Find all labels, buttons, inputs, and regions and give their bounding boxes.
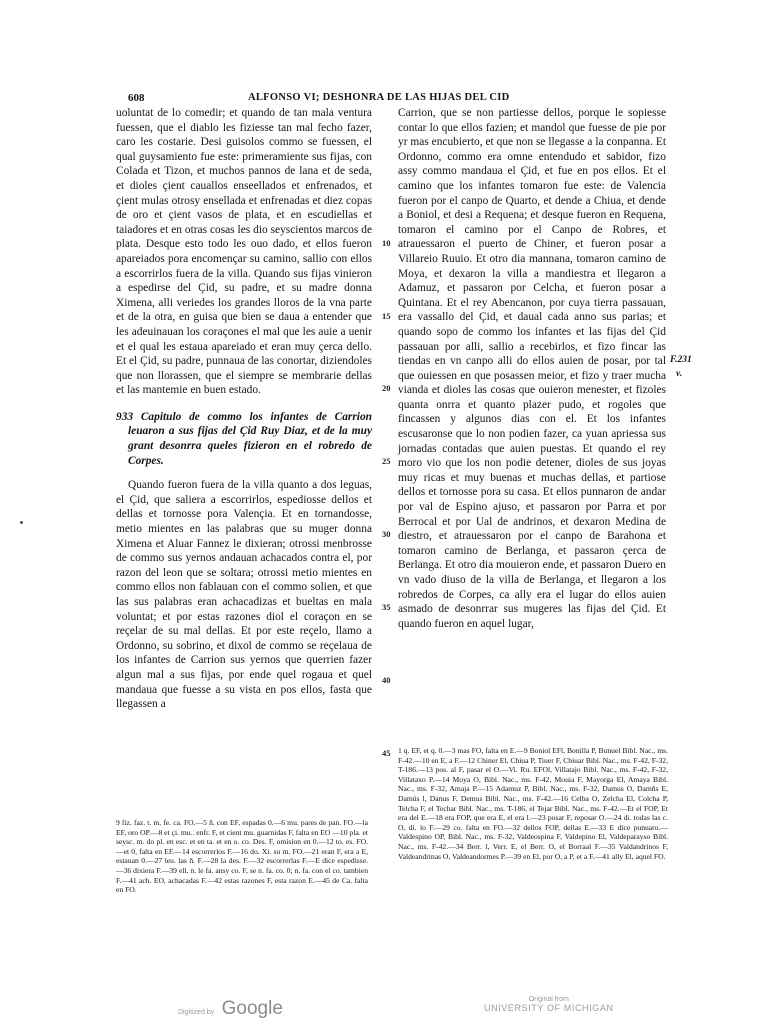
left-paragraph-2: Quando fueron fuera de la villa quanto a dos leguas, el Çid, que saliera a escorrirlos, espediosse dellos et dellas et tornosse pora Valençia. Et en tornandosse, metio mientes en las palabras que su muger donna Ximena et Aluar Fannez le dixieran; otrossi menbrosse de commo sus yernos andauan achacados contra el, por razon del leon que se soltara; otrossi metio mientes en commo ellos non fablauan con el commo solien, et que las sus palabras eran achacadizas et bueltas en mala voluntat; et por estas razones diol el coraçon en se reçelar de su mal dellas. Et por este reçelo, llamo a Ordonno, su sobrino, et dixol de commo se reçelaua de los infantes de Carrion sus yernos que querrien fazer algun mal a sus fijas, por ende quel rogaua et quel mandaua que fuesse a su vista en pos ellos, fasta que llegassen a — [116, 479, 372, 711]
folio-side: v. — [676, 369, 683, 379]
original-from-watermark — [484, 996, 614, 1013]
original-from-label: Original from — [528, 996, 569, 1003]
chapter-number: 933 — [116, 410, 134, 423]
footnotes-left: 9 fiz. faz. t. m. fe. ca. FO.—5 ñ. con EF, espadas 0.—6 mu. pares de pan. FO.—la EF, oro OP.—8 et çi. mu.. enfr. F, et cient mu. guarnidas F, falta en EO —10 pla. et seysc. m. do pl. en esc. et en ta. et en o. co. Des. F, omision en 0.—12 to. es. FO.—et 0, falta en EF.—14 escorrerlos F.—16 do. Xi. su m. FO.—21 eran F, era a E, estauan 0.—27 leu. las ñ. F.—28 la des. F.—32 escorrerlas F.—E dice espedisse.—36 dixiera F.—39 ell. n. le fa. ansy co. F, se n. fa. co. 0; n. fa. con el co. tambien F.—41 ach. EO, achacadas F.—42 estas razones F, esta razon E.—45 de Ca. falta en FO. — [116, 818, 368, 895]
right-column — [398, 106, 666, 631]
left-paragraph-1: uoluntat de lo comedir; et quando de tan mala ventura fuessen, que el diablo les fiziesse tan mal fecho fazer, caro les costarie. Desi guisolos commo se fuessen, el qual guysamiento fue este: primeramiente sus fijas, con Colada et Tizon, et muchos pannos de lana et de seda, et dioles çient cauallos enseellados et enfrenados, et çient mulas otrosy ensellada et enfrenadas et diez copas de oro et çient vasos de plata, et en escudiellas et taiadores et en otras cosas les dio seyscientos marcos de plata. Desque esto todo les ouo dado, et ellos fueron apareiados pora encomençar su camino, sallio con ellos a escorrirlos fuera de la villa. Quando sus fijas vinieron a espedirse del Çid, su padre, et su madre donna Ximena, alli veriedes los grandes lloros de la vna parte et de la otra, en guisa que bien se daua a entender que les adeuinauan los coraçones el mal que les auie a uenir et el qual les estaua apareiado et eran muy çerca dello. Et el Çid, su padre, punnaua de las conortar, diziendoles que non llorassen, que el siempre se membrarie dellas et las mantemie en buen estado. — [116, 107, 372, 397]
chapter-heading — [116, 410, 372, 468]
running-title: ALFONSO VI; DESHONRA DE LAS HIJAS DEL CID — [248, 92, 510, 103]
institution-name: UNIVERSITY OF MICHIGAN — [484, 1003, 614, 1013]
page-number: 608 — [128, 92, 145, 104]
marginal-folio-reference — [670, 353, 692, 381]
line-number: 10 — [382, 238, 391, 248]
folio-number: F.231 — [670, 355, 692, 365]
right-paragraph: Carrion, que se non partiesse dellos, porque le sopiesse contar lo que ellos fazien; et mandol que fuesse de pie por yr mas encubierto, et que non se llegasse a la conpanna. Et Ordonno, commo era omne entendudo et sabidor, fizo assy commo mandaua el Çid, et fue en pos ellos. Et el camino que los infantes tomaron fue este: de Valencia fueron por el canpo de Quarto, et dende a Chiua, et dende a Boniol, et desi a Requena; et desque fueron en Requena, tomaron el camino por el Canpo de Robres, et atrauessaron el puerto de Chiner, et fueron posar a Villareio Ruuio. Et otro dia mannana, tomaron camino de Moya, et dexaron la villa a mandiestra et llegaron a Adamuz, et passaron por Celcha, et fueron posar a Quintana. Et el rey Abencanon, por cuya tierra passauan, era vassallo del Çid, et daual cada anno sus parias; et quando sopo de commo los infantes et las fijas del Çid passauan por alli, sallio a recebirlos, et fizo fincar las tiendas en vn canpo alli do ellos auien de posar, por tal que ouiessen en que posassen meior, et fizo y traer mucha vianda et dioles las cosas que ouieron menester, et fizoles quanta onrra et quanto plazer pudo, et rogoles que fincassen y algunos dias con el. Et los infantes escusaronse que lo non podien fazer, ca yuan apriessa sus jornadas contadas que auien puestas. Et quando el rey moro vio que los non podie detener, dioles de sus joyas muy ricas et muy buenas et muchas dellas, et partiose dellos et tornosse pora su casa. Et ellos punnaron de andar por val de Espino ajuso, et passaron por Parra et por Berrocal et por Ual de andrinos, et dexaron Medina de diestro, et atrauessaron por el canpo de Barahona et tomaron camino de Berlanga, et passaron çerca de Berlanga. Et otro dia mouieron ende, et passaron Duero en vn vado diuso de la villa de Berlanga, et llegaron a los robredos de Corpes, ca ally era el lugar do ellos auien asmado de desonrrar sus mugeres las fijas del Çid. Et quando fueron en aquel lugar, — [398, 107, 666, 630]
google-logo: Google — [221, 998, 283, 1019]
line-number: 15 — [382, 311, 391, 321]
digitized-by-label: Digitized by — [178, 1009, 215, 1016]
left-column — [116, 106, 372, 712]
line-number: 20 — [382, 383, 391, 393]
line-number: 25 — [382, 456, 391, 466]
footnotes-right: 1 q. EF, et q. 0.—3 mas FO, falta en E.—9 Boniol EFl, Bonilla P, Bunuel Bibl. Nac., ms. F-42.—10 en E, a F.—12 Chiner El, Chiua P, Tiuer F, Chiuar Bibl. Nac., ms. F-42, F-32, T-186.—13 pos. al F, pasar el O.—Vi. Ru. EFOl, Villatajo Bibl. Nac., ms. F-42, F-32, Villataxo P.—14 Moya O, Bibl. Nac., ms. F-42, Mouia F, Mayorga El, Amaya Bibl. Nac., ms. F-32, Amaja P.—15 Adamuz P, Bibl. Nac., ms. F-32, Damus O, Damñs E, Damús l, Danus F, Demus Bibl. Nac., ms. F-42.—16 Celba O, Zelcha El, Colcha P, Telcha F, el Techar Bibl. Nac., ms. T-186, el Tejar Bibl. Nac., ms. F-42.—Et el FOP, Et era del E.—18 era FOP, que era E, el era l.—23 posar F, reposar O.—24 di. todas las c. O, di. lo F.—29 co. falta en FO.—32 dellos FOP, dellas E.—33 E dice punuaro.—Valdespino OP, Bibl. Nac., ms. F-32, Valdeospina F, Valdepino El, Valdeparayso Bibl. Nac., ms. F-42.—34 Berr. l, Verr. E, el Berr. O, el Borraal F.—35 Valdandrinos F, Valdeandrinas O, Valdeandormes P.—39 en El, por O, a P, et a F.—41 ally El, aquel FO. — [398, 746, 668, 861]
line-number: 40 — [382, 675, 391, 685]
digitized-by-watermark — [178, 998, 283, 1020]
margin-speck — [20, 521, 23, 524]
line-number: 45 — [382, 748, 391, 758]
page-header — [128, 92, 648, 106]
line-number: 35 — [382, 602, 391, 612]
chapter-title: Capitulo de commo los infantes de Carrion leuaron a sus fijas del Çid Ruy Diaz, et de la muy grant desonrra queles fizieron en el robredo de Corpes. — [128, 410, 372, 467]
line-number: 30 — [382, 529, 391, 539]
